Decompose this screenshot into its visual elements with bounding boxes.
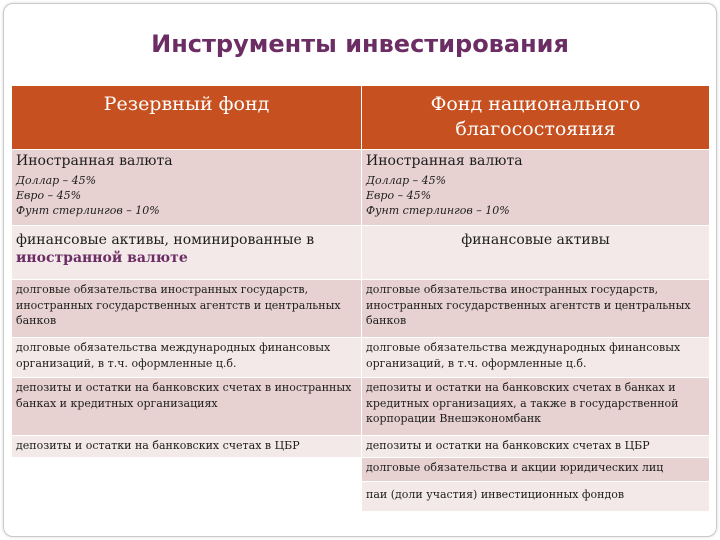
table-row: [12, 458, 710, 482]
table-cell: депозиты и остатки на банковских счетах в ЦБР: [362, 436, 710, 458]
table-cell: долговые обязательства и акции юридических лиц: [362, 458, 710, 482]
table-header-row: [12, 86, 710, 150]
cell-accent-text: иностранной валюте: [16, 250, 188, 266]
table-cell-empty: [12, 482, 362, 512]
comparison-table: [11, 85, 710, 512]
wealth-currency-cell: [362, 150, 710, 226]
cell-title: Иностранная валюта: [366, 153, 523, 169]
header-national-wealth-fund: Фонд национального благосостояния: [362, 86, 710, 150]
table-cell: долговые обязательства иностранных государств, иностранных государственных агентств и центральных банков: [362, 280, 710, 338]
cell-title: Иностранная валюта: [16, 153, 173, 169]
reserve-assets-cell: [12, 226, 362, 280]
currency-line: Доллар – 45%: [16, 174, 97, 187]
table-row: [12, 436, 710, 458]
table-row: [12, 378, 710, 436]
table-cell-empty: [12, 458, 362, 482]
page-title: Инструменты инвестирования: [151, 30, 569, 58]
wealth-assets-cell: финансовые активы: [362, 226, 710, 280]
reserve-currency-cell: [12, 150, 362, 226]
table-cell: долговые обязательства международных финансовых организаций, в т.ч. оформленные ц.б.: [362, 338, 710, 378]
table-cell: депозиты и остатки на банковских счетах в ЦБР: [12, 436, 362, 458]
currency-line: Фунт стерлингов – 10%: [16, 204, 160, 217]
cell-text: финансовые активы, номинированные в: [16, 232, 315, 248]
currency-line: Евро – 45%: [366, 189, 432, 202]
currency-line: Доллар – 45%: [366, 174, 447, 187]
table-row: [12, 338, 710, 378]
table-row: [12, 226, 710, 280]
table-row: [12, 280, 710, 338]
table-row: [12, 150, 710, 226]
currency-line: Фунт стерлингов – 10%: [366, 204, 510, 217]
table-cell: депозиты и остатки на банковских счетах в банках и кредитных организациях, а также в государственной корпорации Внешэкономбанк: [362, 378, 710, 436]
currency-line: Евро – 45%: [16, 189, 82, 202]
table-row: [12, 482, 710, 512]
header-reserve-fund: Резервный фонд: [12, 86, 362, 150]
table-cell: долговые обязательства международных финансовых организаций, в т.ч. оформленные ц.б.: [12, 338, 362, 378]
table-cell: паи (доли участия) инвестиционных фондов: [362, 482, 710, 512]
table-cell: депозиты и остатки на банковских счетах в иностранных банках и кредитных организациях: [12, 378, 362, 436]
table-cell: долговые обязательства иностранных государств, иностранных государственных агентств и центральных банков: [12, 280, 362, 338]
